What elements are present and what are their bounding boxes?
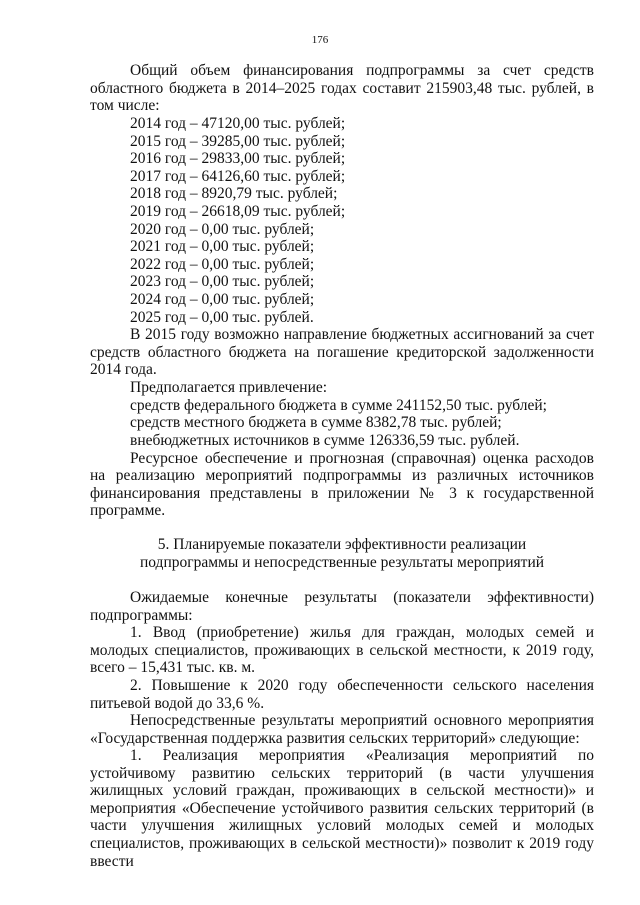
measure-implementation-paragraph: 1. Реализация мероприятия «Реализация мероприятий по устойчивому развитию сельских территорий (в части улучшения жилищных условий граждан, проживающих в сельской местности)» и мероприятия «Обеспечение устойчивого развития сельских территорий (в части улучшения жилищных условий молодых семей и молодых специалистов, проживающих в сельской местности)» позволит к 2019 году ввести bbox=[90, 747, 594, 870]
year-line-2022: 2022 год – 0,00 тыс. рублей; bbox=[130, 255, 315, 273]
year-line-2021: 2021 год – 0,00 тыс. рублей; bbox=[130, 238, 315, 256]
local-budget-line: средств местного бюджета в сумме 8382,78 тыс. рублей; bbox=[130, 414, 502, 432]
section-heading-line-2: подпрограммы и непосредственные результаты мероприятий bbox=[139, 553, 545, 571]
year-line-2014: 2014 год – 47120,00 тыс. рублей; bbox=[130, 115, 346, 132]
year-line-2020: 2020 год – 0,00 тыс. рублей; bbox=[130, 220, 315, 238]
result-housing-paragraph: 1. Ввод (приобретение) жилья для граждан, молодых семей и молодых специалистов, проживающих в сельской местности, к 2019 году, всего – 15,431 тыс. кв. м. bbox=[90, 624, 594, 677]
result-water-paragraph: 2. Повышение к 2020 году обеспеченности сельского населения питьевой водой до 33,6 %. bbox=[90, 677, 594, 712]
year-line-2024: 2024 год – 0,00 тыс. рублей; bbox=[130, 291, 315, 308]
page-number: 176 bbox=[311, 34, 329, 46]
year-line-2017: 2017 год – 64126,60 тыс. рублей; bbox=[130, 167, 346, 185]
year-line-2016: 2016 год – 29833,00 тыс. рублей; bbox=[130, 150, 346, 168]
year-line-2015: 2015 год – 39285,00 тыс. рублей; bbox=[130, 132, 346, 150]
resource-provision-paragraph: Ресурсное обеспечение и прогнозная (справочная) оценка расходов на реализацию мероприятий подпрограммы из различных источников финансирования представлены в приложении № 3 к государственной программе. bbox=[90, 449, 594, 520]
year-line-2023: 2023 год – 0,00 тыс. рублей; bbox=[130, 273, 315, 291]
expected-results-paragraph: Ожидаемые конечные результаты (показатели эффективности) подпрограммы: bbox=[90, 589, 594, 624]
attraction-title: Предполагается привлечение: bbox=[130, 379, 328, 396]
year-line-2018: 2018 год – 8920,79 тыс. рублей; bbox=[130, 185, 338, 203]
section-heading-line-1: 5. Планируемые показатели эффективности реализации bbox=[157, 536, 527, 553]
debt-repayment-paragraph: В 2015 году возможно направление бюджетных ассигнований за счет средств областного бюджета на погашение кредиторской задолженности 2014 года. bbox=[90, 326, 594, 379]
extrabudgetary-line: внебюджетных источников в сумме 126336,59 тыс. рублей. bbox=[130, 431, 520, 449]
federal-budget-line: средств федерального бюджета в сумме 241152,50 тыс. рублей; bbox=[130, 396, 547, 414]
direct-results-paragraph: Непосредственные результаты мероприятий основного мероприятия «Государственная поддержка развития сельских территорий» следующие: bbox=[90, 712, 594, 747]
year-line-2025: 2025 год – 0,00 тыс. рублей. bbox=[130, 308, 314, 326]
year-line-2019: 2019 год – 26618,09 тыс. рублей; bbox=[130, 203, 346, 220]
financing-intro-paragraph: Общий объем финансирования подпрограммы за счет средств областного бюджета в 2014–2025 годах составит 215903,48 тыс. рублей, в том числе: bbox=[90, 62, 594, 115]
